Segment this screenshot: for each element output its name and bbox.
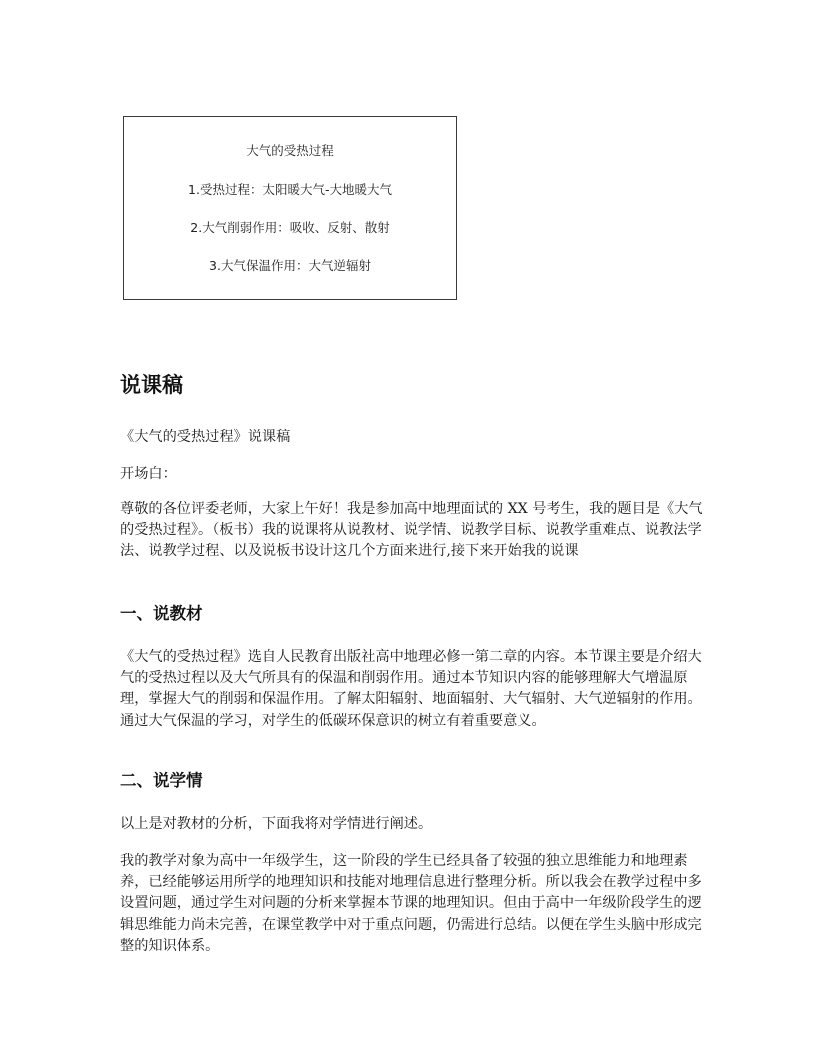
- section-heading-textbook: 一、说教材: [120, 604, 203, 623]
- opening-label: 开场白：: [120, 466, 177, 482]
- document-subtitle: 《大气的受热过程》说课稿: [120, 429, 291, 445]
- section-learners-intro: 以上是对教材的分析，下面我将对学情进行阐述。: [120, 816, 433, 832]
- board-line-1: 1.受热过程：太阳暖大气-大地暖大气: [188, 182, 392, 197]
- board-title: 大气的受热过程: [246, 143, 334, 158]
- board-line-3: 3.大气保温作用：大气逆辐射: [209, 258, 371, 273]
- section-heading-learners: 二、说学情: [120, 771, 203, 790]
- page-title: 说课稿: [120, 373, 183, 397]
- section-learners-paragraph: 我的教学对象为高中一年级学生，这一阶段的学生已经具备了较强的独立思维能力和地理素养，已经能够运用所学的地理知识和技能对地理信息进行整理分析。所以我会在教学过程中多设置问题，通过学生对问题的分析来掌握本节课的地理知识。但由于高中一年级阶段学生的逻辑思维能力尚未完善，在课堂教学中对于重点问题，仍需进行总结。以便在学生头脑中形成完整的知识体系。: [120, 853, 702, 954]
- section-textbook-paragraph: 《大气的受热过程》选自人民教育出版社高中地理必修一第二章的内容。本节课主要是介绍大气的受热过程以及大气所具有的保温和削弱作用。通过本节知识内容的能够理解大气增温原理，掌握大气的削弱和保温作用。了解太阳辐射、地面辐射、大气辐射、大气逆辐射的作用。通过大气保温的学习，对学生的低碳环保意识的树立有着重要意义。: [120, 649, 702, 729]
- opening-paragraph: 尊敬的各位评委老师，大家上午好！我是参加高中地理面试的 XX 号考生，我的题目是《大气的受热过程》。（板书）我的说课将从说教材、说学情、说教学目标、说教学重难点、说教法学法、说教学过程、以及说板书设计这几个方面来进行,接下来开始我的说课: [120, 501, 703, 560]
- board-line-2: 2.大气削弱作用：吸收、反射、散射: [190, 220, 390, 235]
- blackboard-design-box: [123, 116, 457, 300]
